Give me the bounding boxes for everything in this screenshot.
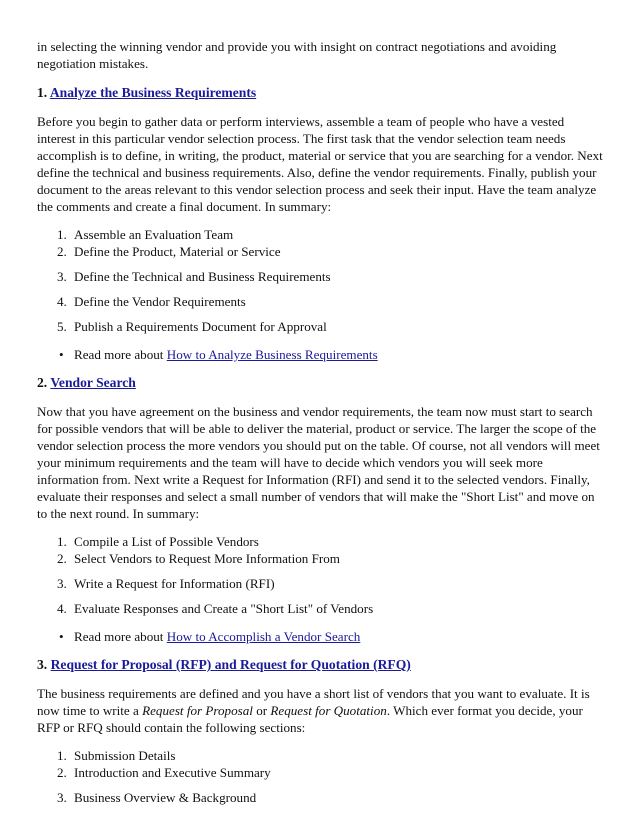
list-item: 3. Write a Request for Information (RFI) (57, 576, 275, 591)
read-more-item (37, 628, 603, 645)
intro-paragraph: in selecting the winning vendor and provide you with insight on contract negotiations and avoiding negotiation mistakes. (37, 39, 557, 71)
bullet-icon: • (59, 347, 64, 362)
paragraph-text: . Which ever format you decide, your RFP or RFQ should contain the following sections: (37, 703, 583, 735)
section-number: 1. (37, 85, 48, 100)
paragraph-text: The business requirements are defined and you have a short list of vendors that you want to evaluate. It is now time to write a (37, 686, 590, 718)
section-heading-2 (37, 374, 603, 391)
list-item: 2. Define the Product, Material or Service (57, 244, 281, 259)
section-title-link[interactable]: Vendor Search (50, 375, 136, 390)
read-more-prefix: Read more about (74, 347, 164, 362)
section-paragraph: Before you begin to gather data or perform interviews, assemble a team of people who have a vested interest in this particular vendor selection process. The first task that the vendor selection team needs accomplish is to define, in writing, the product, material or service that you are searching for a vendor. Next define the technical and business requirements. Also, define the vendor requirements. Finally, publish your document to the areas relevant to this vendor selection process and seek their input. Have the team analyze the comments and create a final document. In summary: (37, 114, 603, 214)
read-more-list (37, 628, 603, 645)
read-more-prefix: Read more about (74, 629, 164, 644)
numbered-list (37, 747, 603, 806)
list-item: 4. Evaluate Responses and Create a "Short List" of Vendors (57, 601, 374, 616)
list-item-text: Business Overview & Background (74, 790, 257, 805)
numbered-list (37, 533, 603, 617)
numbered-list (37, 226, 603, 335)
read-more-link[interactable]: How to Accomplish a Vendor Search (166, 629, 361, 644)
list-item-text: Select Vendors to Request More Information From (74, 551, 340, 566)
list-item-text: Publish a Requirements Document for Approval (74, 319, 327, 334)
list-item: 3. Define the Technical and Business Requirements (57, 269, 331, 284)
list-item: 1. Compile a List of Possible Vendors (57, 534, 259, 549)
section-number: 3. (37, 657, 48, 672)
list-item: 3. Business Overview & Background (57, 790, 257, 805)
paragraph-text: or (256, 703, 268, 718)
emphasis-text: Request for Quotation (270, 703, 387, 718)
bullet-icon: • (59, 629, 64, 644)
read-more-link[interactable]: How to Analyze Business Requirements (166, 347, 378, 362)
list-item-text: Compile a List of Possible Vendors (74, 534, 259, 549)
section-number: 2. (37, 375, 48, 390)
list-item: 5. Publish a Requirements Document for Approval (57, 319, 327, 334)
emphasis-text: Request for Proposal (142, 703, 253, 718)
section-paragraph: Now that you have agreement on the business and vendor requirements, the team now must start to search for possible vendors that will be able to deliver the material, product or service. The larger the scope of the vendor selection process the more vendors you should put on the table. Of course, not all vendors will meet your minimum requirements and the team will have to decide which vendors you will seek more information from. Next write a Request for Information (RFI) and send it to the selected vendors. Finally, evaluate their responses and select a small number of vendors that will make the "Short List" and move on to the next round. In summary: (37, 404, 600, 521)
list-item: 2. Select Vendors to Request More Information From (57, 551, 340, 566)
document-page (37, 38, 603, 806)
list-item-text: Define the Product, Material or Service (74, 244, 281, 259)
read-more-list (37, 346, 603, 363)
read-more-item (37, 346, 603, 363)
section-heading-3 (37, 656, 603, 673)
section-title-link[interactable]: Request for Proposal (RFP) and Request for Quotation (RFQ) (50, 657, 411, 672)
section-paragraph (37, 685, 603, 736)
list-item: 1. Submission Details (57, 748, 176, 763)
list-item: 4. Define the Vendor Requirements (57, 294, 246, 309)
list-item-text: Assemble an Evaluation Team (74, 227, 234, 242)
list-item-text: Submission Details (74, 748, 176, 763)
section-heading-1 (37, 84, 603, 101)
list-item-text: Define the Technical and Business Requirements (74, 269, 331, 284)
list-item-text: Introduction and Executive Summary (74, 765, 271, 780)
section-title-link[interactable]: Analyze the Business Requirements (49, 85, 257, 100)
list-item-text: Evaluate Responses and Create a "Short List" of Vendors (74, 601, 374, 616)
list-item-text: Write a Request for Information (RFI) (74, 576, 275, 591)
list-item: 1. Assemble an Evaluation Team (57, 227, 234, 242)
list-item-text: Define the Vendor Requirements (74, 294, 246, 309)
list-item: 2. Introduction and Executive Summary (57, 765, 271, 780)
